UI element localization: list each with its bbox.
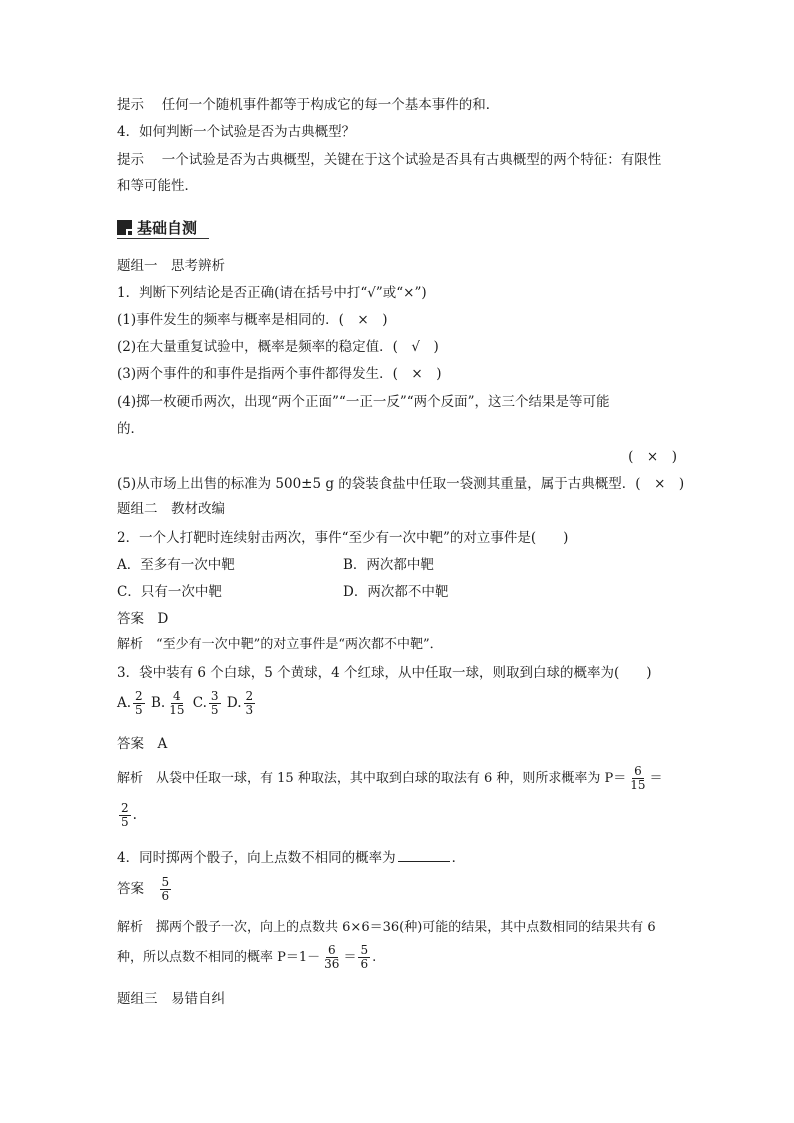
option-c: C．只有一次中靶 [117, 584, 222, 600]
answer-label: 答案 [117, 611, 144, 627]
group-2-title: 题组二 教材改编 [117, 501, 225, 517]
hint-1 [117, 96, 499, 114]
fraction: $\frac{2}{5}$ [121, 801, 129, 829]
analysis-3: 解析 从袋中任取一球，有 15 种取法，其中取到白球的取法有 6 种，则所求概率为 P＝ $\frac{6}{15}$ ＝ [117, 764, 663, 792]
statement-5: (5)从市场上出售的标准为 500±5 g 的袋装食盐中任取一袋测其重量，属于古典概型．( × ) [117, 476, 685, 492]
analysis-4 [117, 919, 656, 937]
group-1-title: 题组一 思考辨析 [117, 258, 225, 274]
question-4: 4．同时掷两个骰子，向上点数不相同的概率为 ． [117, 850, 466, 866]
hint-1-label: 提示 [117, 97, 144, 113]
fraction: $\frac{6}{36}$ [324, 943, 340, 971]
analysis-label: 解析 [117, 771, 144, 786]
option-b: B．两次都中靶 [343, 557, 434, 573]
hint-2-text-1: 一个试验是否为古典概型，关键在于这个试验是否具有古典概型的两个特征：有限性 [161, 152, 662, 168]
answer-label: 答案 [117, 736, 144, 752]
question-3-options [117, 690, 257, 717]
statement-1: (1)事件发生的频率与概率是相同的．( × ) [117, 312, 388, 328]
answer-3 [117, 735, 167, 753]
option-d: D．两次都不中靶 [343, 584, 449, 600]
fraction: $\frac{6}{15}$ [630, 764, 646, 792]
square-bullet-icon [117, 220, 132, 235]
statement-4-cont: 的． [117, 421, 144, 437]
analysis-text: “至少有一次中靶”的对立事件是“两次都不中靶”． [156, 637, 443, 652]
answer-2 [117, 610, 168, 628]
analysis-3-cont: $\frac{2}{5}$ . [121, 801, 137, 829]
hint-2-label: 提示 [117, 152, 144, 168]
answer-4 [117, 876, 173, 903]
option-a: A. $\frac{2}{5}$ [117, 689, 143, 717]
answer-value: A [157, 736, 168, 752]
option-b: B. $\frac{4}{15}$ [150, 689, 185, 717]
analysis-4-cont: 种，所以点数不相同的概率 P＝1－ $\frac{6}{36}$ ＝ $\frac{5}{6}$ . [117, 943, 377, 971]
question-3: 3．袋中装有 6 个白球，5 个黄球，4 个红球，从中任取一球，则取到白球的概率为( ) [117, 665, 652, 681]
statement-3: (3)两个事件的和事件是指两个事件都得发生．( × ) [117, 366, 442, 382]
analysis-text-1: 掷两个骰子一次，向上的点数共 6×6＝36(种)可能的结果，其中点数相同的结果共有 6 [156, 920, 656, 935]
section-title: 基础自测 [137, 219, 198, 237]
fraction: $\frac{5}{6}$ [161, 875, 170, 903]
hint-2 [117, 151, 661, 169]
statement-4-bracket: ( × ) [628, 449, 677, 465]
analysis-label: 解析 [117, 637, 144, 652]
analysis-2 [117, 636, 443, 654]
answer-label: 答案 [117, 881, 144, 897]
fraction: $\frac{5}{6}$ [360, 943, 369, 971]
group-3-title: 题组三 易错自纠 [117, 991, 225, 1007]
answer-value: D [157, 611, 169, 627]
option-a: A．至多有一次中靶 [117, 557, 235, 573]
hint-1-text: 任何一个随机事件都等于构成它的每一个基本事件的和． [161, 97, 500, 113]
statement-2: (2)在大量重复试验中，概率是频率的稳定值．( √ ) [117, 339, 439, 355]
option-c: C. $\frac{3}{5}$ [192, 689, 219, 717]
statement-4: (4)掷一枚硬币两次，出现“两个正面”“一正一反”“两个反面”，这三个结果是等可能 [117, 394, 610, 410]
question-2: 2．一个人打靶时连续射击两次，事件“至少有一次中靶”的对立事件是( ) [117, 530, 569, 546]
section-rule [117, 238, 209, 239]
section-header [117, 217, 209, 239]
analysis-label: 解析 [117, 920, 144, 935]
option-d: D. $\frac{2}{3}$ [226, 689, 254, 717]
question-4-intro: 4．如何判断一个试验是否为古典概型？ [117, 124, 356, 140]
hint-2-text-2: 和等可能性． [117, 178, 198, 194]
question-1: 1．判断下列结论是否正确(请在括号中打“√”或“×”) [117, 285, 427, 301]
answer-blank [398, 848, 450, 862]
analysis-text: 从袋中任取一球，有 15 种取法，其中取到白球的取法有 6 种，则所求概率为 P＝ [156, 771, 627, 786]
